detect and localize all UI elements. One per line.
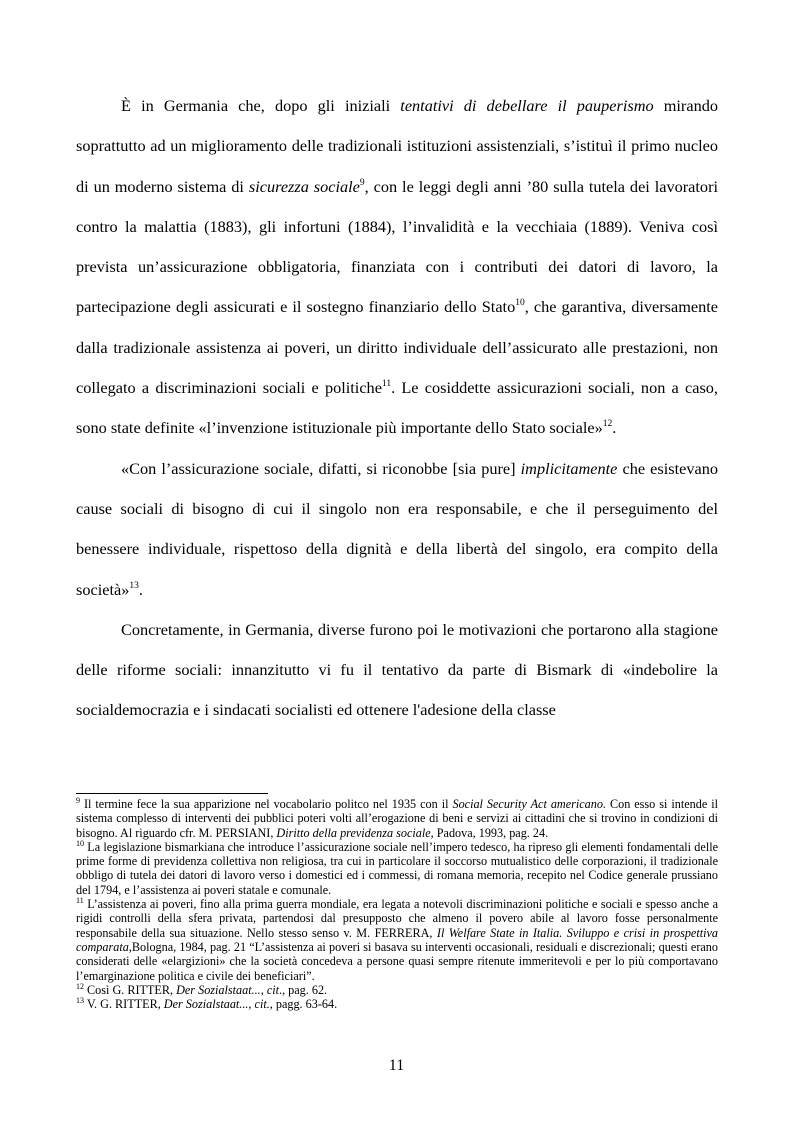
text-run: L’assistenza ai poveri, fino alla prima guerra mondiale, era legata a notevoli discriminazioni politiche e sociali e spesso anche a rigidi controlli della sfera privata, partendosi dal presupposto che almeno il povero abile al lavoro fosse personalmente responsabile della sua situazione. Nello stesso senso v. M. FERRERA, (76, 897, 718, 940)
text-run: Padova, 1993, pag. 24. (433, 825, 549, 840)
text-run: che esistevano cause sociali di bisogno di cui il singolo non era responsabile, e che il perseguimento del benessere individuale, rispettoso della dignità e della libertà del singolo, era compito della società» (76, 458, 719, 599)
footnote-ref: 10 (515, 298, 525, 309)
text-run: . (138, 579, 143, 599)
footnote-separator (76, 793, 268, 794)
paragraph (76, 449, 718, 610)
footnote-ref: 9 (76, 796, 80, 805)
text-run: pagg. 63-64. (272, 997, 338, 1012)
footnote-ref: 12 (76, 981, 84, 991)
paragraph (76, 610, 718, 731)
text-run: V. G. RITTER, (84, 997, 164, 1012)
footnote-ref: 10 (76, 838, 84, 848)
footnote (76, 897, 718, 983)
text-run: . (612, 418, 617, 438)
text-run: . Le cosiddette assicurazioni sociali, non a caso, sono state definite «l’invenzione istituzionale più importante dello Stato sociale» (76, 378, 718, 438)
text-run: , con le leggi degli anni ’80 sulla tutela dei lavoratori contro la malattia (1883), gli infortuni (1884), l’invalidità e la vecchiaia (1889). Veniva così prevista un’assicurazione obbligatoria, finanziata con i contributi dei datori di lavoro, la partecipazione degli assicurati e il sostegno finanziario dello Stato (76, 176, 719, 317)
italic-text: sicurezza sociale (248, 176, 360, 196)
footnote-ref: 13 (76, 996, 84, 1006)
footnote-ref: 12 (602, 419, 613, 430)
text-run: Concretamente, in Germania, diverse furono poi le motivazioni che portarono alla stagione delle riforme sociali: innanzitutto vi fu il tentativo da parte di Bismark di «indebolire la socialdemocrazia e i sindacati socialisti ed ottenere l'adesione della classe (76, 619, 718, 720)
footnotes (76, 797, 718, 1011)
italic-text: Social Security Act americano. (452, 797, 606, 811)
text-run: Con esso si intende il sistema complesso di interventi dei pubblici poteri volti all’erogazione di beni e servizi ai cittadini che si trovino in condizioni di bisogno. Al riguardo cfr. M. PERSIANI, (76, 797, 718, 840)
text-run: Bologna, 1984, pag. 21 “L’assistenza ai poveri si basava su interventi occasionali, residuali e discrezionali; questi erano considerati delle «elargizioni» che la società concedeva a persone quasi sempre ritenute immeritevoli e per lo più comportavano l’emarginazione politica e civile dei beneficiari”. (76, 939, 718, 983)
italic-text: tentativi di debellare il pauperismo (400, 96, 654, 115)
italic-text: implicitamente (520, 458, 618, 478)
paragraph (76, 86, 718, 449)
italic-text: Diritto della previdenza sociale, (276, 825, 434, 840)
footnote-ref: 11 (381, 379, 392, 390)
text-run: Così G. RITTER, (84, 982, 177, 997)
footnote-ref: 9 (359, 177, 365, 188)
text-run: La legislazione bismarkiana che introduce l’assicurazione sociale nell’impero tedesco, ha ripreso gli elementi fondamentali delle prime forme di previdenza collettiva non religiosa, tra cui in particolare il soccorso mutualistico delle corporazioni, il tradizionale obbligo di tutela dei datori di lavoro verso i domestici ed i commessi, di romana memoria, recepito nel Codice generale prussiano del 1794, e l’assistenza ai poveri statale e comunale. (76, 839, 718, 897)
footnote (76, 797, 718, 840)
text-run: , che garantiva, diversamente dalla tradizionale assistenza ai poveri, un diritto individuale dell’assicurato alle prestazioni, non collegato a discriminazioni sociali e politiche (76, 297, 719, 398)
italic-text: Der Sozialstaat..., cit (176, 982, 280, 997)
italic-text: Il Welfare State in Italia. Sviluppo e crisi in prospettiva comparata, (76, 925, 718, 954)
text-run: ., pag. 62. (279, 982, 328, 997)
body-text (76, 86, 718, 731)
text-run: «Con l’assicurazione sociale, difatti, si riconobbe [sia pure] (121, 458, 521, 478)
footnote-ref: 11 (76, 896, 84, 906)
text-run: Il termine fece la sua apparizione nel vocabolario politco nel 1935 con il (80, 797, 453, 811)
page-number: 11 (388, 1057, 405, 1074)
italic-text: Der Sozialstaat..., cit., (163, 997, 273, 1012)
footnote-ref: 13 (129, 580, 139, 591)
footnote (76, 997, 718, 1011)
footnote (76, 840, 718, 897)
text-run: È in Germania che, dopo gli iniziali (121, 96, 401, 115)
text-run: mirando soprattutto ad un miglioramento delle tradizionali istituzioni assistenziali, s’istituì il primo nucleo di un moderno sistema di (76, 96, 719, 196)
footnote (76, 983, 718, 997)
